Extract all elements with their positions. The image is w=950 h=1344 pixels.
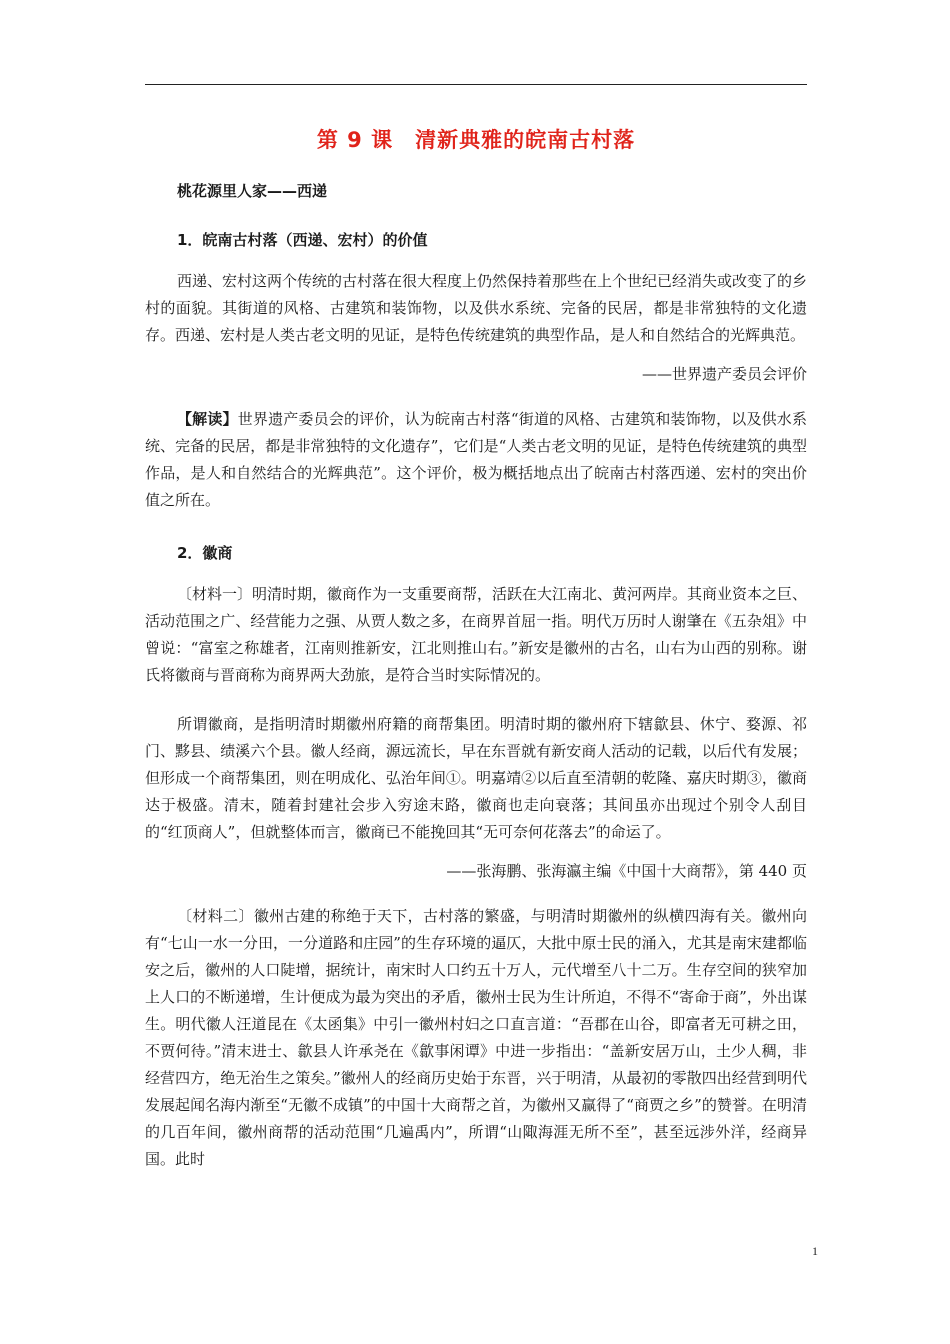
page-number: 1 bbox=[812, 1244, 818, 1258]
lesson-title: 第 9 课 清新典雅的皖南古村落 bbox=[316, 128, 636, 152]
section-heading-huizhou-merchants: 2．徽商 bbox=[177, 544, 233, 562]
quote-source: ——世界遗产委员会评价 bbox=[641, 365, 807, 383]
material-one-continued: 所谓徽商，是指明清时期徽州府籍的商帮集团。明清时期的徽州府下辖歙县、休宁、婺源、祁门、黟县、绩溪六个县。徽人经商，源远流长，早在东晋就有新安商人活动的记载，以后代有发展；但形成一个商帮集团，则在明成化、弘治年间①。明嘉靖②以后直至清朝的乾隆、嘉庆时期③，徽商达于极盛。清末，随着封建社会步入穷途末路，徽商也走向衰落；其间虽亦出现过个别令人刮目的“红顶商人”，但就整体而言，徽商已不能挽回其“无可奈何花落去”的命运了。 bbox=[145, 715, 807, 841]
lesson-subtitle: 桃花源里人家——西递 bbox=[177, 182, 328, 200]
document-body bbox=[145, 118, 807, 1173]
header-rule bbox=[145, 84, 807, 85]
interpretation-text: 世界遗产委员会的评价，认为皖南古村落“街道的风格、古建筑和装饰物，以及供水系统、完备的民居，都是非常独特的文化遗存”，它们是“人类古老文明的见证，是特色传统建筑的典型作品，是人和自然结合的光辉典范”。这个评价，极为概括地点出了皖南古村落西递、宏村的突出价值之所在。 bbox=[145, 410, 807, 509]
interpretation-paragraph bbox=[145, 406, 807, 514]
material-two-paragraph: 〔材料二〕徽州古建的称绝于天下，古村落的繁盛，与明清时期徽州的纵横四海有关。徽州向有“七山一水一分田，一分道路和庄园”的生存环境的逼仄，大批中原士民的涌入，尤其是南宋建都临安之后，徽州的人口陡增，据统计，南宋时人口约五十万人，元代增至八十二万。生存空间的狭窄加上人口的不断递增，生计便成为最为突出的矛盾，徽州士民为生计所迫，不得不“寄命于商”，外出谋生。明代徽人汪道昆在《太函集》中引一徽州村妇之口直言道：“吾郡在山谷，即富者无可耕之田，不贾何待。”清末进士、歙县人许承尧在《歙事闲谭》中进一步指出：“盖新安居万山，土少人稠，非经营四方，绝无治生之策矣。”徽州人的经商历史始于东晋，兴于明清，从最初的零散四出经营到明代发展起闻名海内渐至“无徽不成镇”的中国十大商帮之首，为徽州又赢得了“商贾之乡”的赞誉。在明清的几百年间，徽州商帮的活动范围“几遍禹内”，所谓“山陬海涯无所不至”，甚至远涉外洋，经商异国。此时 bbox=[145, 907, 807, 1168]
material-one-paragraph: 〔材料一〕明清时期，徽商作为一支重要商帮，活跃在大江南北、黄河两岸。其商业资本之巨、活动范围之广、经营能力之强、从贾人数之多，在商界首屈一指。明代万历时人谢肇在《五杂俎》中曾说：“富室之称雄者，江南则推新安，江北则推山右。”新安是徽州的古名，山右为山西的别称。谢氏将徽商与晋商称为商界两大劲旅，是符合当时实际情况的。 bbox=[145, 585, 808, 684]
material-one-source: ——张海鹏、张海瀛主编《中国十大商帮》，第 440 页 bbox=[446, 862, 807, 880]
interpretation-label: 【解读】 bbox=[177, 410, 238, 428]
section-heading-value: 1．皖南古村落（西递、宏村）的价值 bbox=[177, 231, 428, 249]
world-heritage-quote: 西递、宏村这两个传统的古村落在很大程度上仍然保持着那些在上个世纪已经消失或改变了的乡村的面貌。其街道的风格、古建筑和装饰物，以及供水系统、完备的民居，都是非常独特的文化遗存。西递、宏村是人类古老文明的见证，是特色传统建筑的典型作品，是人和自然结合的光辉典范。 bbox=[145, 272, 808, 344]
